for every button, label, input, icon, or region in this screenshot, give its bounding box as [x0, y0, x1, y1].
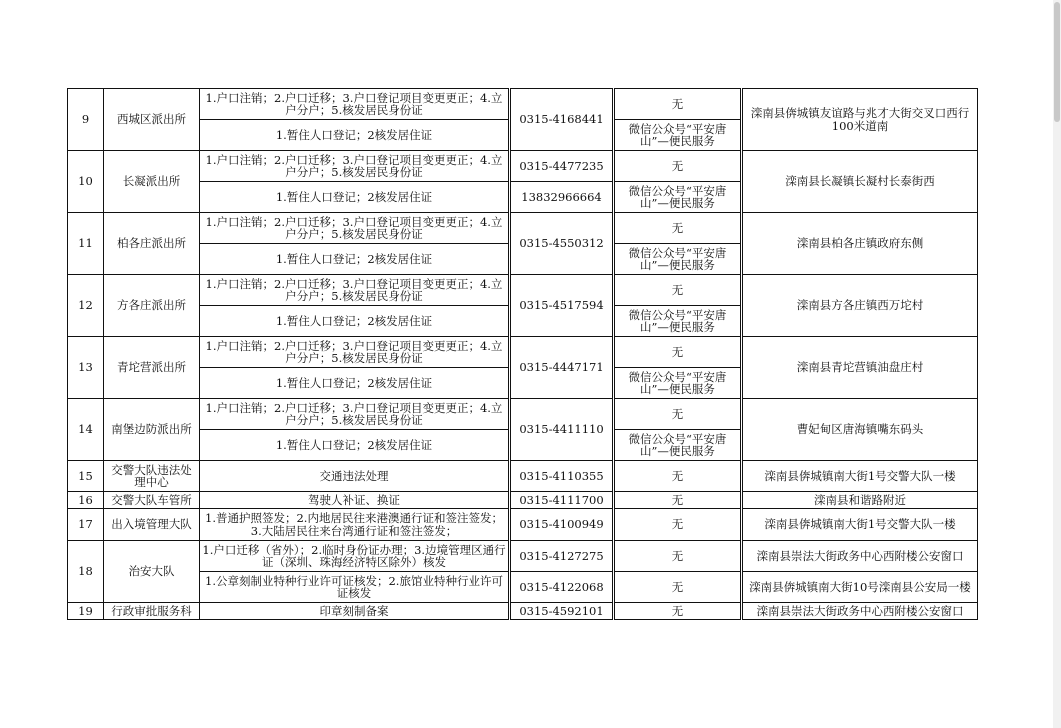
online-service: 微信公众号“平安唐山”—便民服务	[614, 182, 742, 213]
row-number: 10	[68, 151, 104, 213]
online-service: 微信公众号“平安唐山”—便民服务	[614, 120, 742, 151]
address: 滦南县青坨营镇油盘庄村	[742, 337, 978, 399]
office-name: 青坨营派出所	[104, 337, 200, 399]
address: 滦南县柏各庄镇政府东侧	[742, 213, 978, 275]
service-items: 1.户口注销；2.户口迁移；3.户口登记项目变更更正；4.立户分户；5.核发居民身份证	[200, 337, 510, 368]
service-items: 1.户口注销；2.户口迁移；3.户口登记项目变更更正；4.立户分户；5.核发居民身份证	[200, 399, 510, 430]
table-row	[68, 89, 978, 120]
online-service: 微信公众号“平安唐山”—便民服务	[614, 306, 742, 337]
vertical-scrollbar[interactable]	[1053, 0, 1061, 728]
phone-number: 0315-4592101	[510, 603, 614, 620]
row-number: 16	[68, 492, 104, 509]
row-number: 17	[68, 509, 104, 541]
phone-number: 0315-4100949	[510, 509, 614, 541]
online-service: 无	[614, 541, 742, 572]
address: 滦南县倴城镇友谊路与兆才大街交叉口西行100米道南	[742, 89, 978, 151]
phone-number: 0315-4111700	[510, 492, 614, 509]
office-name: 方各庄派出所	[104, 275, 200, 337]
row-number: 13	[68, 337, 104, 399]
service-items: 1.暂住人口登记；2核发居住证	[200, 120, 510, 151]
service-items: 1.户口注销；2.户口迁移；3.户口登记项目变更更正；4.立户分户；5.核发居民身份证	[200, 213, 510, 244]
phone-number: 0315-4122068	[510, 572, 614, 603]
phone-number: 0315-4127275	[510, 541, 614, 572]
office-name: 交警大队车管所	[104, 492, 200, 509]
address: 滦南县崇法大街政务中心西附楼公安窗口	[742, 541, 978, 572]
phone-number: 0315-4477235	[510, 151, 614, 182]
table-row	[68, 275, 978, 306]
scrollbar-thumb[interactable]	[1054, 2, 1060, 122]
office-name: 南堡边防派出所	[104, 399, 200, 461]
table-row	[68, 399, 978, 430]
office-name: 交警大队违法处理中心	[104, 461, 200, 492]
service-items: 1.户口注销；2.户口迁移；3.户口登记项目变更更正；4.立户分户；5.核发居民身份证	[200, 151, 510, 182]
address: 滦南县和谐路附近	[742, 492, 978, 509]
phone-number: 0315-4168441	[510, 89, 614, 151]
online-service: 微信公众号“平安唐山”—便民服务	[614, 244, 742, 275]
row-number: 9	[68, 89, 104, 151]
online-service: 微信公众号“平安唐山”—便民服务	[614, 430, 742, 461]
service-items: 1.户口迁移（省外）；2.临时身份证办理；3.边境管理区通行证（深圳、珠海经济特区除外）核发	[200, 541, 510, 572]
service-items: 交通违法处理	[200, 461, 510, 492]
address: 滦南县长凝镇长凝村长泰街西	[742, 151, 978, 213]
service-items: 1.普通护照签发；2.内地居民往来港澳通行证和签注签发；3.大陆居民往来台湾通行证和签注签发；	[200, 509, 510, 541]
service-items: 1.暂住人口登记；2核发居住证	[200, 430, 510, 461]
phone-number: 0315-4447171	[510, 337, 614, 399]
service-items: 驾驶人补证、换证	[200, 492, 510, 509]
online-service: 无	[614, 509, 742, 541]
address: 滦南县倴城镇南大街1号交警大队一楼	[742, 509, 978, 541]
service-items: 1.户口注销；2.户口迁移；3.户口登记项目变更更正；4.立户分户；5.核发居民身份证	[200, 275, 510, 306]
online-service: 无	[614, 151, 742, 182]
table-row	[68, 461, 978, 492]
office-name: 西城区派出所	[104, 89, 200, 151]
phone-number: 0315-4550312	[510, 213, 614, 275]
online-service: 无	[614, 492, 742, 509]
online-service: 无	[614, 275, 742, 306]
office-name: 治安大队	[104, 541, 200, 603]
service-items: 1.暂住人口登记；2核发居住证	[200, 182, 510, 213]
service-items: 1.暂住人口登记；2核发居住证	[200, 244, 510, 275]
table-row	[68, 151, 978, 182]
online-service: 无	[614, 213, 742, 244]
row-number: 12	[68, 275, 104, 337]
phone-number: 0315-4517594	[510, 275, 614, 337]
online-service: 无	[614, 603, 742, 620]
online-service: 无	[614, 337, 742, 368]
service-items: 1.公章刻制业特种行业许可证核发；2.旅馆业特种行业许可证核发	[200, 572, 510, 603]
table-row	[68, 603, 978, 620]
address: 滦南县倴城镇南大街1号交警大队一楼	[742, 461, 978, 492]
online-service: 无	[614, 89, 742, 120]
row-number: 14	[68, 399, 104, 461]
service-items: 1.暂住人口登记；2核发居住证	[200, 306, 510, 337]
address: 滦南县崇法大街政务中心西附楼公安窗口	[742, 603, 978, 620]
service-items: 印章刻制备案	[200, 603, 510, 620]
online-service: 微信公众号“平安唐山”—便民服务	[614, 368, 742, 399]
address: 曹妃甸区唐海镇嘴东码头	[742, 399, 978, 461]
online-service: 无	[614, 572, 742, 603]
table-row	[68, 213, 978, 244]
office-name: 出入境管理大队	[104, 509, 200, 541]
row-number: 11	[68, 213, 104, 275]
service-items: 1.户口注销；2.户口迁移；3.户口登记项目变更更正；4.立户分户；5.核发居民身份证	[200, 89, 510, 120]
row-number: 19	[68, 603, 104, 620]
address: 滦南县倴城镇南大街10号滦南县公安局一楼	[742, 572, 978, 603]
row-number: 18	[68, 541, 104, 603]
address: 滦南县方各庄镇西万坨村	[742, 275, 978, 337]
row-number: 15	[68, 461, 104, 492]
table-row	[68, 337, 978, 368]
table-row	[68, 509, 978, 541]
service-items: 1.暂住人口登记；2核发居住证	[200, 368, 510, 399]
table-row	[68, 492, 978, 509]
phone-number: 0315-4411110	[510, 399, 614, 461]
service-table	[67, 88, 978, 620]
phone-number: 0315-4110355	[510, 461, 614, 492]
office-name: 柏各庄派出所	[104, 213, 200, 275]
phone-number: 13832966664	[510, 182, 614, 213]
online-service: 无	[614, 399, 742, 430]
table-row	[68, 572, 978, 603]
online-service: 无	[614, 461, 742, 492]
office-name: 长凝派出所	[104, 151, 200, 213]
table-row	[68, 541, 978, 572]
office-name: 行政审批服务科	[104, 603, 200, 620]
